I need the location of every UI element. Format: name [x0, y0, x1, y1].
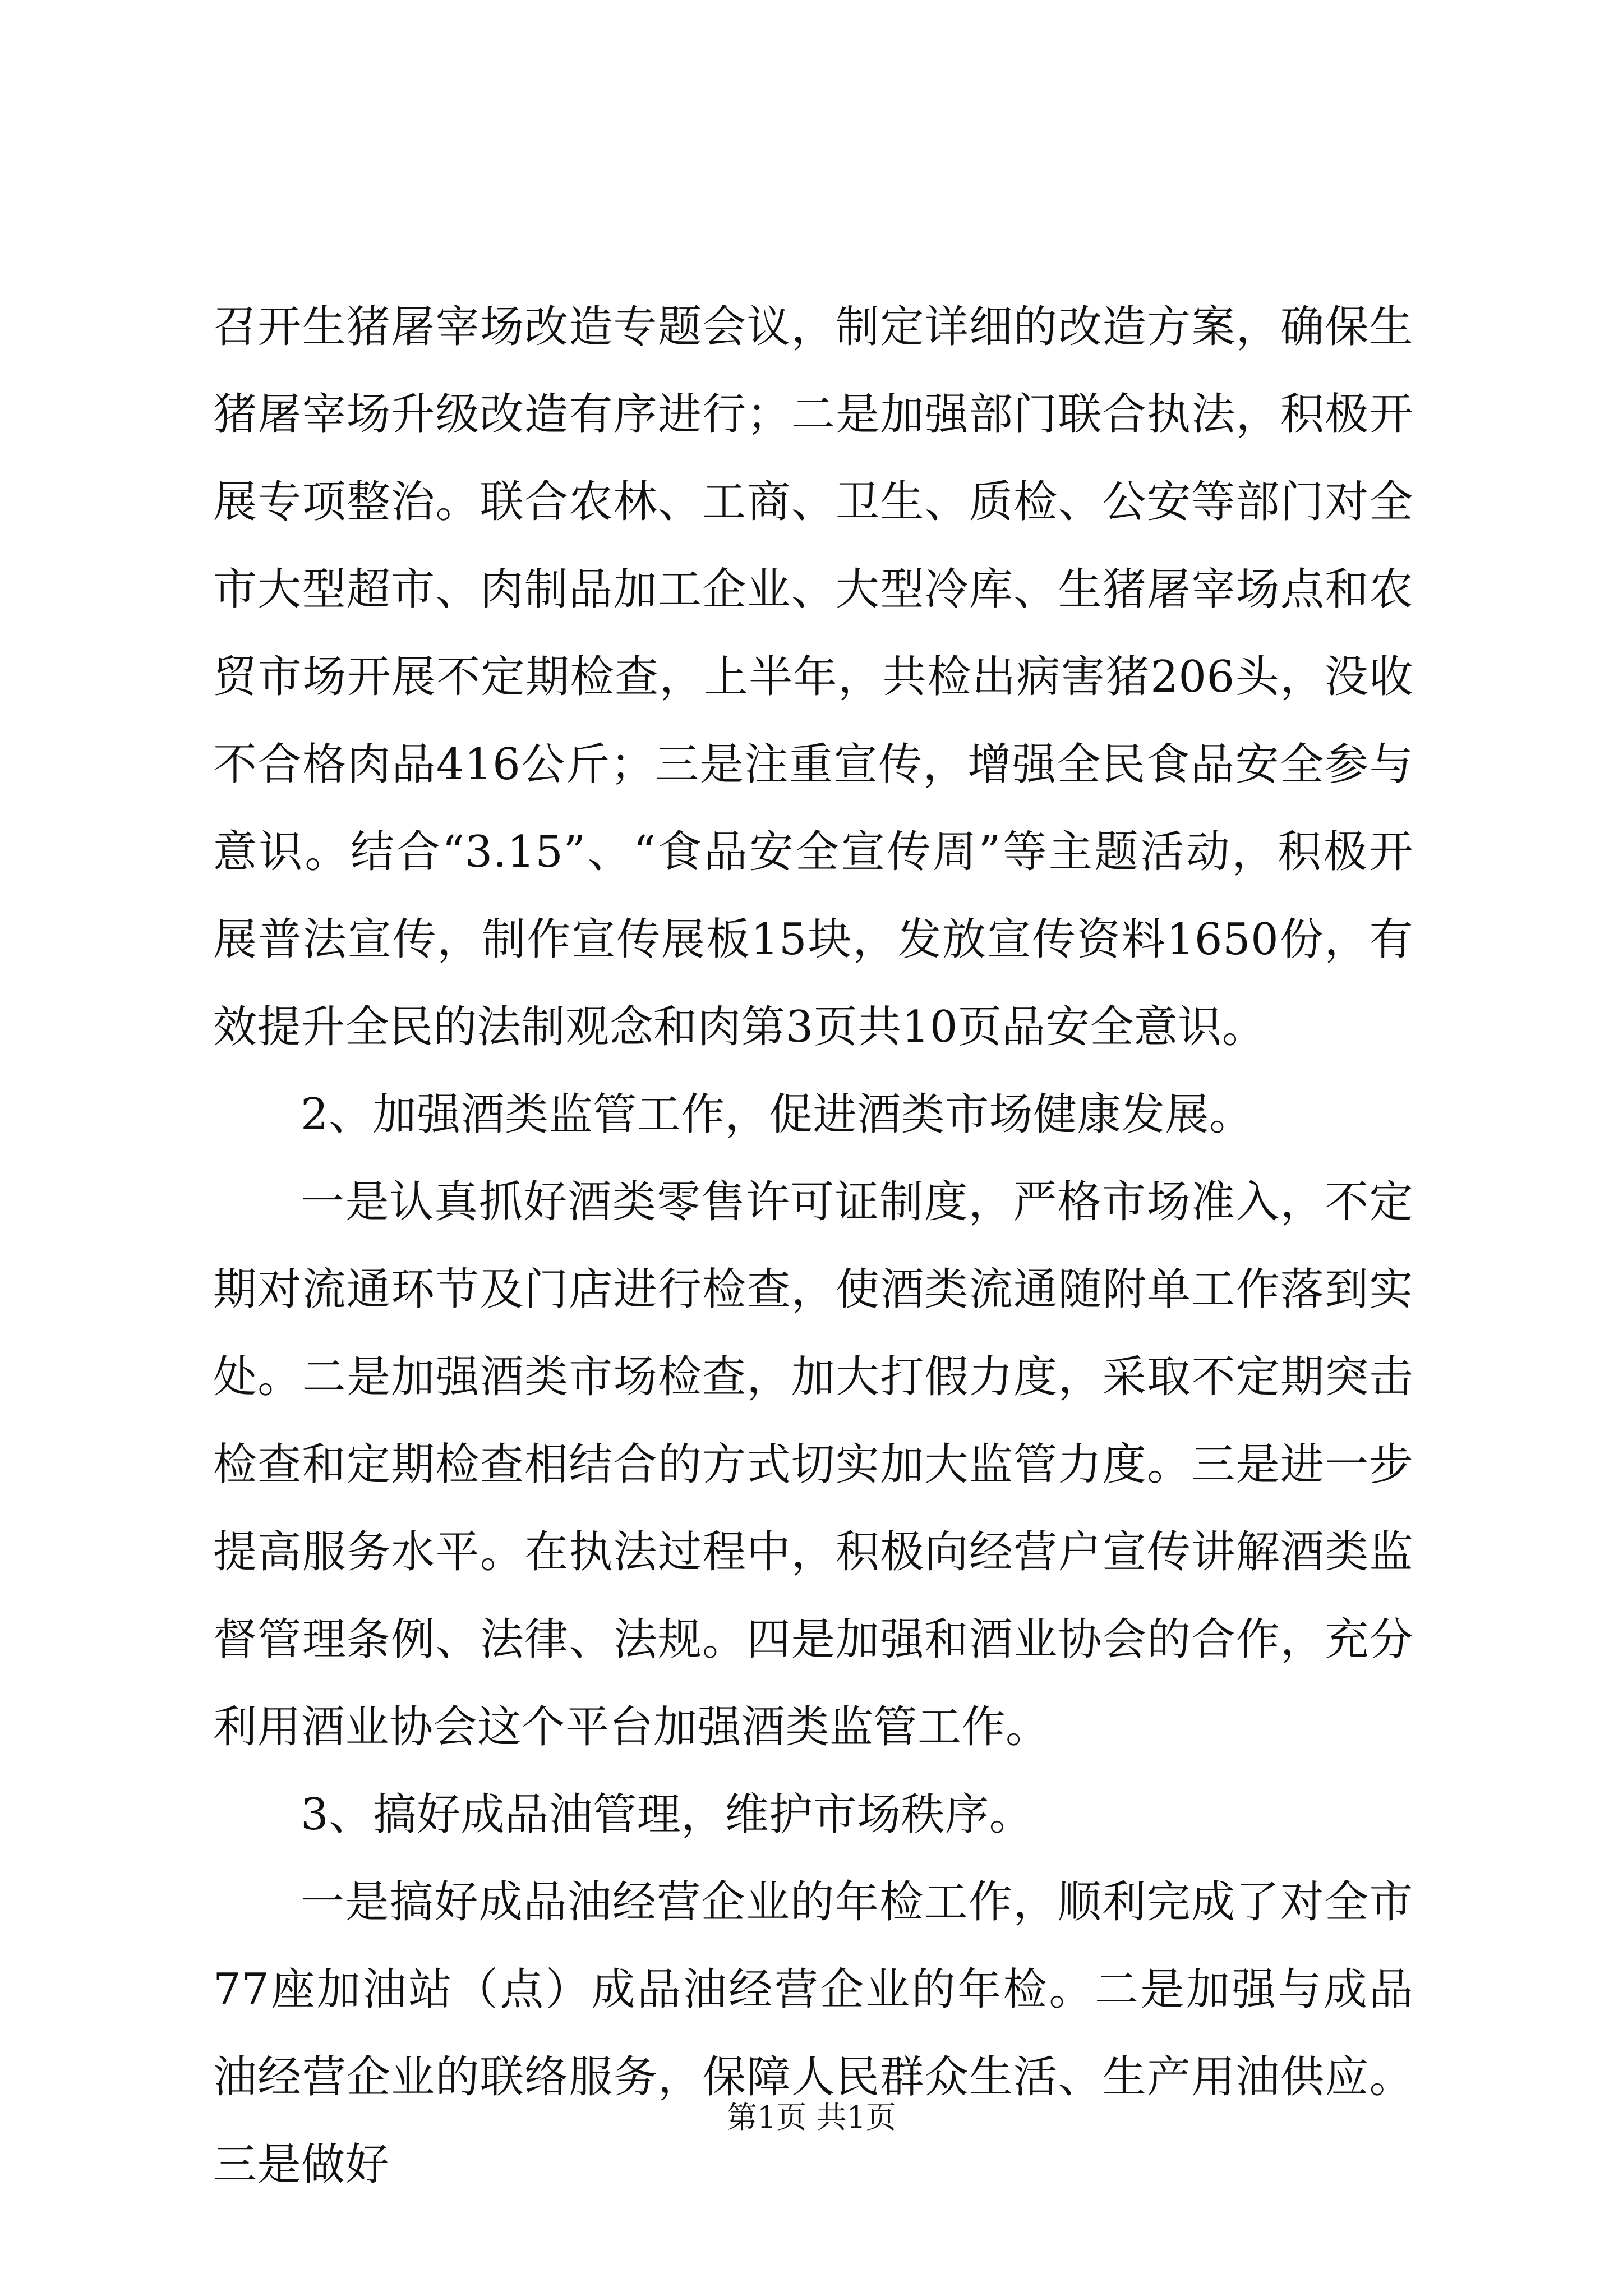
heading-oil-management: 3、搞好成品油管理，维护市场秩序。: [301, 1789, 1034, 1840]
body-text: [213, 283, 1413, 2208]
paragraph-oil-management: 一是搞好成品油经营企业的年检工作，顺利完成了对全市77座加油站（点）成品油经营企业的年检。二是加强与成品油经营企业的联络服务，保障人民群众生活、生产用油供应。三是做好: [213, 1877, 1413, 2190]
paragraph-pork-supervision: 召开生猪屠宰场改造专题会议，制定详细的改造方案，确保生猪屠宰场升级改造有序进行；二是加强部门联合执法，积极开展专项整治。联合农林、工商、卫生、质检、公安等部门对全市大型超市、肉制品加工企业、大型冷库、生猪屠宰场点和农贸市场开展不定期检查，上半年，共检出病害猪206头，没收不合格肉品416公斤；三是注重宣传，增强全民食品安全参与意识。结合“3.15”、“食品安全宣传周”等主题活动，积极开展普法宣传，制作宣传展板15块，发放宣传资料1650份，有效提升全民的法制观念和肉第3页共10页品安全意识。: [213, 302, 1413, 1052]
page-number-footer: 第1页 共1页: [727, 2100, 896, 2135]
paragraph-liquor-supervision: 一是认真抓好酒类零售许可证制度，严格市场准入，不定期对流通环节及门店进行检查，使酒类流通随附单工作落到实处。二是加强酒类市场检查，加大打假力度，采取不定期突击检查和定期检查相结合的方式切实加大监管力度。三是进一步提高服务水平。在执法过程中，积极向经营户宣传讲解酒类监督管理条例、法律、法规。四是加强和酒业协会的合作，充分利用酒业协会这个平台加强酒类监管工作。: [213, 1177, 1413, 1752]
heading-liquor-supervision: 2、加强酒类监管工作，促进酒类市场健康发展。: [301, 1089, 1253, 1140]
